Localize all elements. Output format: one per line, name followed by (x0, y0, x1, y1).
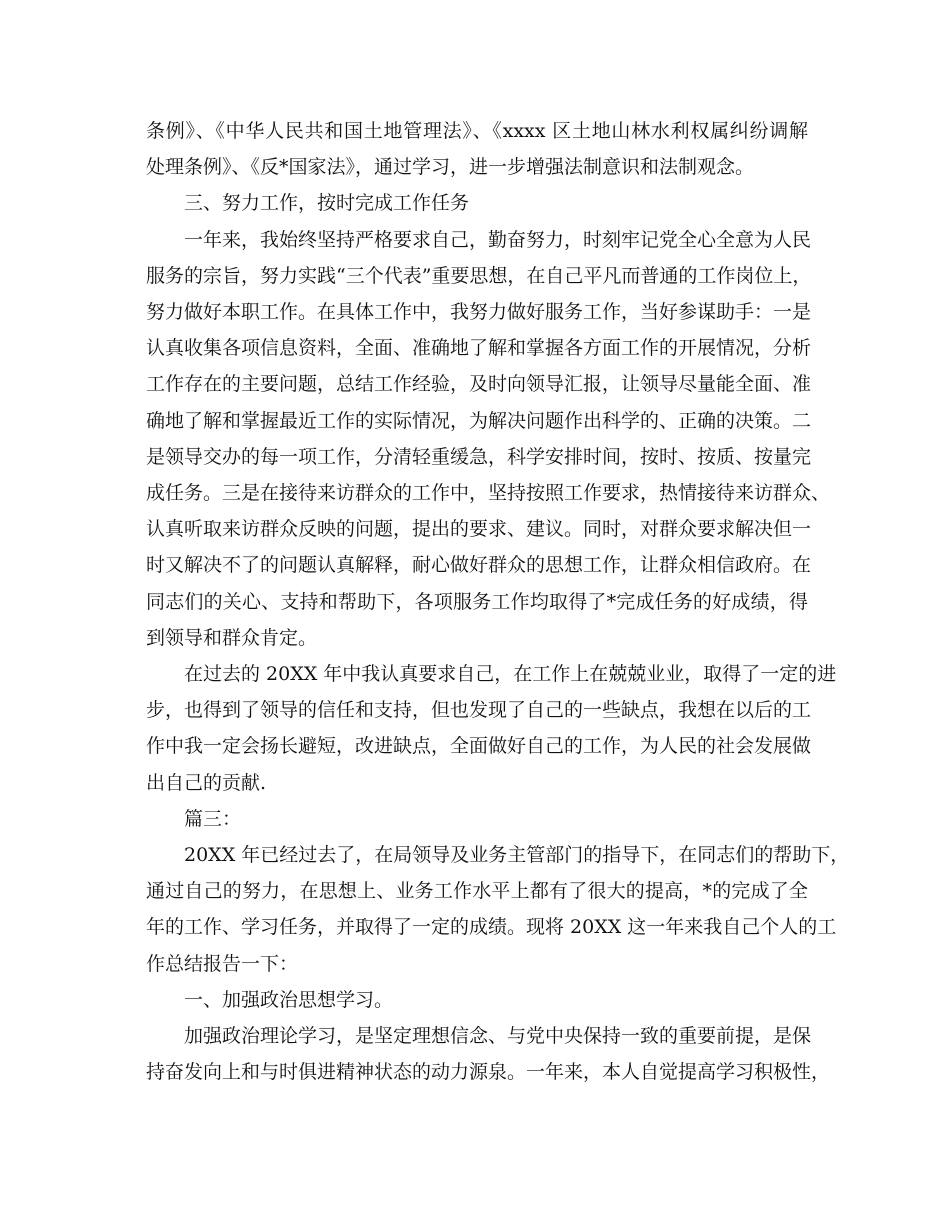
text-line: 认真听取来访群众反映的问题，提出的要求、建议。同时，对群众要求解决但一 (146, 518, 812, 541)
text-line: 工作存在的主要问题，总结工作经验，及时向领导汇报，让领导尽量能全面、准 (146, 373, 812, 396)
text-line: 20XX 年已经过去了，在局领导及业务主管部门的指导下，在同志们的帮助下， (184, 844, 850, 867)
paragraph (146, 801, 808, 837)
text-line: 到领导和群众肯定。 (146, 626, 318, 649)
paragraph (146, 656, 837, 801)
text-line: 作总结报告一下： (146, 952, 299, 975)
text-line: 服务的宗旨，努力实践“三个代表”重要思想，在自己平凡而普通的工作岗位上， (146, 264, 812, 287)
text-line: 年的工作、学习任务，并取得了一定的成绩。现将 20XX 这一年来我自己个人的工 (146, 916, 837, 939)
text-line: 步，也得到了领导的信任和支持，但也发现了自己的一些缺点，我想在以后的工 (146, 699, 812, 722)
text-line: 在过去的 20XX 年中我认真要求自己，在工作上在兢兢业业，取得了一定的进 (184, 663, 837, 686)
text-line: 处理条例》、《反*国家法》，通过学习，进一步增强法制意识和法制观念。 (146, 156, 755, 179)
paragraph (146, 837, 850, 982)
text-line: 出自己的贡献. (146, 771, 267, 794)
text-line: 持奋发向上和与时俱进精神状态的动力源泉。一年来，本人自觉提高学习积极性， (146, 1061, 831, 1084)
text-line: 同志们的关心、支持和帮助下，各项服务工作均取得了*完成任务的好成绩，得 (146, 590, 808, 613)
text-line: 一年来，我始终坚持严格要求自己，勤奋努力，时刻牢记党全心全意为人民 (184, 228, 812, 251)
text-line: 篇三： (184, 807, 242, 830)
paragraph (146, 982, 808, 1018)
document-body (146, 113, 850, 1090)
text-line: 是领导交办的每一项工作，分清轻重缓急，科学安排时间，按时、按质、按量完 (146, 445, 812, 468)
text-line: 作中我一定会扬长避短，改进缺点，全面做好自己的工作，为人民的社会发展做 (146, 735, 812, 758)
text-line: 确地了解和掌握最近工作的实际情况，为解决问题作出科学的、正确的决策。二 (146, 409, 812, 432)
text-line: 条例》、《中华人民共和国土地管理法》、《xxxx 区土地山林水利权属纠纷调解 (146, 120, 808, 142)
text-line: 三、努力工作，按时完成工作任务 (184, 192, 470, 215)
text-line: 通过自己的努力，在思想上、业务工作水平上都有了很大的提高，*的完成了全 (146, 880, 808, 903)
text-line: 认真收集各项信息资料，全面、准确地了解和掌握各方面工作的开展情况，分析 (146, 337, 812, 360)
text-line: 成任务。三是在接待来访群众的工作中，坚持按照工作要求，热情接待来访群众、 (146, 482, 831, 505)
text-line: 时又解决不了的问题认真解释，耐心做好群众的思想工作，让群众相信政府。在 (146, 554, 812, 577)
paragraph (146, 185, 808, 221)
text-line: 一、加强政治思想学习。 (184, 988, 394, 1011)
paragraph (146, 1018, 831, 1090)
text-line: 加强政治理论学习，是坚定理想信念、与党中央保持一致的重要前提，是保 (184, 1025, 812, 1048)
paragraph (146, 113, 808, 185)
paragraph (146, 222, 831, 656)
text-line: 努力做好本职工作。在具体工作中，我努力做好服务工作，当好参谋助手：一是 (146, 301, 812, 324)
